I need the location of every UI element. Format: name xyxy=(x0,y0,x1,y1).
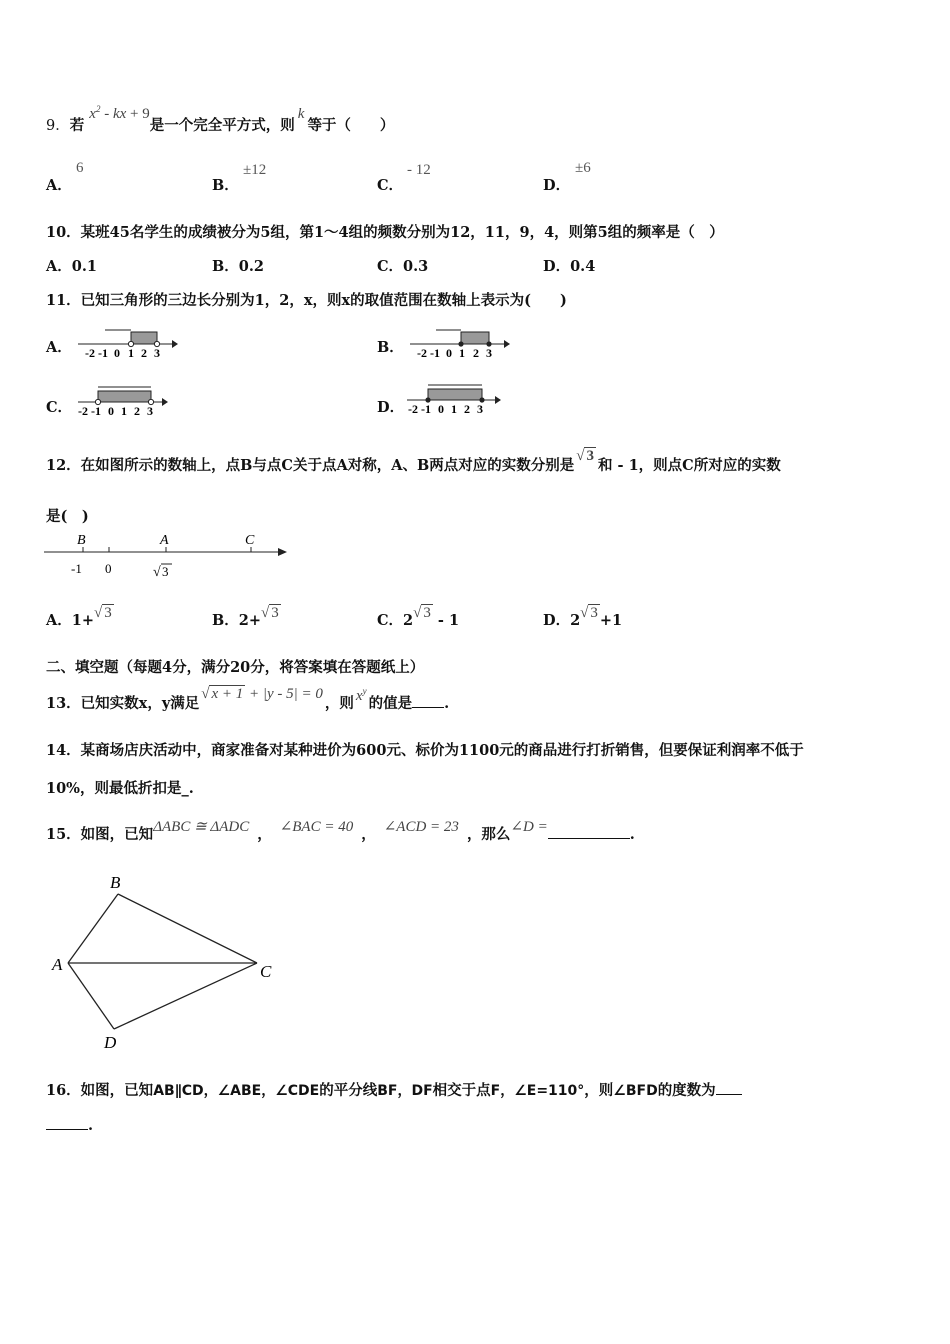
q9-option-b-label: B． xyxy=(212,177,239,194)
q10-option-b-value: 0.2 xyxy=(238,258,264,275)
q11-option-b-label: B． xyxy=(377,339,404,356)
q11-b-tick-1: 1 xyxy=(459,346,465,360)
q16-line2-end: . xyxy=(88,1117,94,1134)
q13-pre: 13．已知实数x，y满足 xyxy=(46,695,200,712)
q12-option-c-label: C． xyxy=(377,612,404,629)
q10-option-d xyxy=(543,255,595,276)
q11-numberline-c xyxy=(74,382,184,422)
q11-a-tick-3: 3 xyxy=(154,346,160,360)
q15-label-A: A xyxy=(52,955,63,974)
q16-t2: 相交于点 xyxy=(432,1082,491,1099)
q11-d-tick--2: -2 xyxy=(408,402,418,416)
q11-c-tick--2: -2 xyxy=(78,404,88,418)
q11-numberline-d xyxy=(403,380,513,420)
q12-label-zero: 0 xyxy=(105,561,112,576)
q11-a-tick--2: -2 xyxy=(85,346,95,360)
q9-option-d-label: D． xyxy=(543,177,571,194)
q13-base: x xyxy=(355,688,363,704)
q11-c-shaded-region xyxy=(98,391,151,402)
q11-b-tick--2: -2 xyxy=(417,346,427,360)
q11-stem: 11．已知三角形的三边长分别为1，2，x，则x的取值范围在数轴上表示为( ) xyxy=(46,292,567,309)
q13-equation: √ x + 1 + |y - 5| = 0 xyxy=(201,686,323,702)
q11-b-tick-0: 0 xyxy=(446,346,452,360)
q10-stem: 10．某班45名学生的成绩被分为5组，第1～4组的频数分别为12，11，9，4，则第5组的频率是（ ） xyxy=(46,224,724,241)
q16-stem-line2 xyxy=(46,1117,93,1134)
q13-end: . xyxy=(444,695,450,712)
q16-stem-line1 xyxy=(46,1079,742,1100)
q15-label-B: B xyxy=(110,873,121,892)
q9-var: k xyxy=(297,106,305,122)
q12-option-c-rad: 3 xyxy=(423,605,431,621)
q10-option-a-value: 0.1 xyxy=(71,258,97,275)
q9-option-b xyxy=(212,174,239,195)
q16-pre: 16．如图，已知 xyxy=(46,1082,154,1099)
q11-b-tick--1: -1 xyxy=(430,346,440,360)
q11-c-tick--1: -1 xyxy=(91,404,101,418)
q11-option-a-label: A． xyxy=(46,339,72,356)
q16-s2: BF，DF xyxy=(377,1083,433,1099)
q16-s3: F，∠E=110° xyxy=(490,1083,585,1099)
q11-b-tick-3: 3 xyxy=(486,346,492,360)
q15-angle-bac: ∠BAC = 40 xyxy=(279,819,354,835)
q9-option-b-value: ±12 xyxy=(243,162,267,178)
q9-option-a-label: A． xyxy=(46,177,72,194)
q16-answer-blank-part1[interactable] xyxy=(716,1082,742,1095)
q15-angle-d: ∠D = xyxy=(510,819,548,835)
q12-option-c xyxy=(377,605,460,630)
q12-label-sqrt3: 3 xyxy=(162,564,169,579)
q10-option-a-label: A． xyxy=(46,258,72,275)
q13-stem xyxy=(46,686,450,713)
q15-angle-acd: ∠ACD = 23 xyxy=(383,819,459,835)
q12-option-b-label: B． xyxy=(212,612,239,629)
q12-option-b xyxy=(212,605,281,630)
q11-b-shaded-region xyxy=(461,332,489,344)
q12-option-c-pre: 2 xyxy=(403,612,414,629)
q11-a-tick-2: 2 xyxy=(141,346,147,360)
q15-congruence: ΔABC ≅ ΔADC xyxy=(153,819,250,835)
q9-pre: 若 xyxy=(69,117,85,134)
q9-post: 等于（ ） xyxy=(307,117,395,134)
q10-option-d-label: D． xyxy=(543,258,571,275)
q12-label-A: A xyxy=(160,533,169,548)
q15-stem xyxy=(46,819,635,844)
q9-option-c xyxy=(377,174,403,195)
q9-mid: 是一个完全平方式，则 xyxy=(149,117,295,134)
q12-option-a-pre: 1+ xyxy=(71,612,95,629)
q16-answer-blank-part2[interactable] xyxy=(46,1117,88,1130)
q12-option-a xyxy=(46,605,114,630)
q12-option-d-pre: 2 xyxy=(570,612,581,629)
q9-number: 9． xyxy=(46,118,70,134)
q9-expression xyxy=(89,106,149,122)
q15-mid: ，那么 xyxy=(466,826,511,843)
q11-option-c-label: C． xyxy=(46,399,73,416)
q11-d-tick--1: -1 xyxy=(421,402,431,416)
q13-mid: ，则 xyxy=(324,695,354,712)
q13-radicand: x + 1 xyxy=(211,686,244,702)
q15-label-D: D xyxy=(104,1033,117,1052)
q12-sqrt3: √ 3 xyxy=(576,448,594,464)
q11-c-tick-2: 2 xyxy=(134,404,140,418)
q12-option-d-sqrt: √ 3 xyxy=(580,605,598,621)
q12-option-b-rad: 3 xyxy=(271,605,279,621)
q15-sep2: ， xyxy=(361,826,376,843)
q12-label-B: B xyxy=(77,533,86,548)
q11-numberline-a xyxy=(74,324,184,364)
q9-expr-x: x xyxy=(89,106,96,122)
q15-sep1: ， xyxy=(257,826,272,843)
q12-text-b: 和 - 1，则点C所对应的实数 xyxy=(597,457,781,474)
q11-d-tick-3: 3 xyxy=(477,402,483,416)
q11-b-tick-2: 2 xyxy=(473,346,479,360)
q13-exp: y xyxy=(362,686,367,696)
q12-stem-line2: 是( ) xyxy=(46,508,89,525)
q11-d-tick-0: 0 xyxy=(438,402,444,416)
q12-numberline-figure xyxy=(44,528,294,584)
q11-numberline-b xyxy=(406,324,516,364)
q12-option-d-rad: 3 xyxy=(590,605,598,621)
q12-option-c-sqrt: √ 3 xyxy=(413,605,431,621)
q15-triangle-figure xyxy=(50,870,285,1055)
q16-t4: 的度数为 xyxy=(657,1082,716,1099)
q14-line2: 10%，则最低折扣是_. xyxy=(46,780,194,797)
q12-label-sqrt-sign: √ xyxy=(153,565,161,580)
q9-option-c-label: C． xyxy=(377,177,404,194)
q15-pre: 15．如图，已知 xyxy=(46,826,154,843)
q9-expr-sup: 2 xyxy=(95,104,101,114)
q9-option-d xyxy=(543,174,570,195)
q12-option-d xyxy=(543,605,623,630)
q11-a-tick-0: 0 xyxy=(114,346,120,360)
q16-s1: AB∥CD，∠ABE，∠CDE xyxy=(153,1083,320,1099)
q12-stem-line1 xyxy=(46,448,781,475)
q11-a-shaded-region xyxy=(131,332,157,344)
q10-option-c xyxy=(377,255,428,276)
q12-option-c-post: - 1 xyxy=(432,612,460,629)
q12-option-b-pre: 2+ xyxy=(238,612,262,629)
q11-a-tick--1: -1 xyxy=(98,346,108,360)
q13-post: 的值是 xyxy=(368,695,413,712)
q10-option-c-label: C． xyxy=(377,258,404,275)
q12-text-a: 12．在如图所示的数轴上，点B与点C关于点A对称，A、B两点对应的实数分别是 xyxy=(46,457,575,474)
q11-c-tick-1: 1 xyxy=(121,404,127,418)
q9-option-c-value: - 12 xyxy=(407,162,431,178)
q9-expr-minus: - xyxy=(100,106,113,122)
q15-label-C: C xyxy=(260,962,272,981)
q10-option-b-label: B． xyxy=(212,258,239,275)
q11-d-tick-2: 2 xyxy=(464,402,470,416)
q11-c-tick-0: 0 xyxy=(108,404,114,418)
q12-option-a-rad: 3 xyxy=(104,605,112,621)
q9-expr-plus9: + 9 xyxy=(126,106,150,122)
q9-option-d-value: ±6 xyxy=(575,160,591,176)
q12-option-a-label: A． xyxy=(46,612,72,629)
q16-s4: ∠BFD xyxy=(613,1083,658,1099)
q11-d-tick-1: 1 xyxy=(451,402,457,416)
q11-c-tick-3: 3 xyxy=(147,404,153,418)
q15-end: . xyxy=(629,826,635,843)
q12-option-b-sqrt: √ 3 xyxy=(261,605,279,621)
q10-option-d-value: 0.4 xyxy=(570,258,596,275)
q9-expr-kx: kx xyxy=(112,106,127,122)
q13-abs-part: + |y - 5| = 0 xyxy=(245,686,323,702)
q9-stem xyxy=(46,104,395,135)
q11-a-tick-1: 1 xyxy=(128,346,134,360)
q9-option-a-value: 6 xyxy=(76,160,84,176)
q10-option-c-value: 0.3 xyxy=(403,258,429,275)
q12-option-d-post: +1 xyxy=(599,612,623,629)
q9-option-a xyxy=(46,174,72,195)
q12-option-a-sqrt: √ 3 xyxy=(94,605,112,621)
q13-power xyxy=(356,688,367,704)
q12-option-d-label: D． xyxy=(543,612,571,629)
q13-answer-blank[interactable] xyxy=(412,695,444,708)
q14-line1: 14．某商场店庆活动中，商家准备对某种进价为600元、标价为1100元的商品进行打折销售，但要保证利润率不低于 xyxy=(46,742,804,759)
q16-t3: ，则 xyxy=(584,1082,614,1099)
q16-t1: 的平分线 xyxy=(319,1082,378,1099)
q10-option-a xyxy=(46,255,97,276)
q12-label-minus1: -1 xyxy=(71,561,82,576)
q11-option-d-label: D． xyxy=(377,399,405,416)
q12-label-C: C xyxy=(245,533,255,548)
q10-option-b xyxy=(212,255,264,276)
q12-radicand: 3 xyxy=(586,448,594,464)
q11-d-shaded-region xyxy=(428,389,482,400)
q15-answer-blank[interactable] xyxy=(548,826,630,839)
section2-title: 二、填空题（每题4分，满分20分，将答案填在答题纸上） xyxy=(46,659,425,676)
